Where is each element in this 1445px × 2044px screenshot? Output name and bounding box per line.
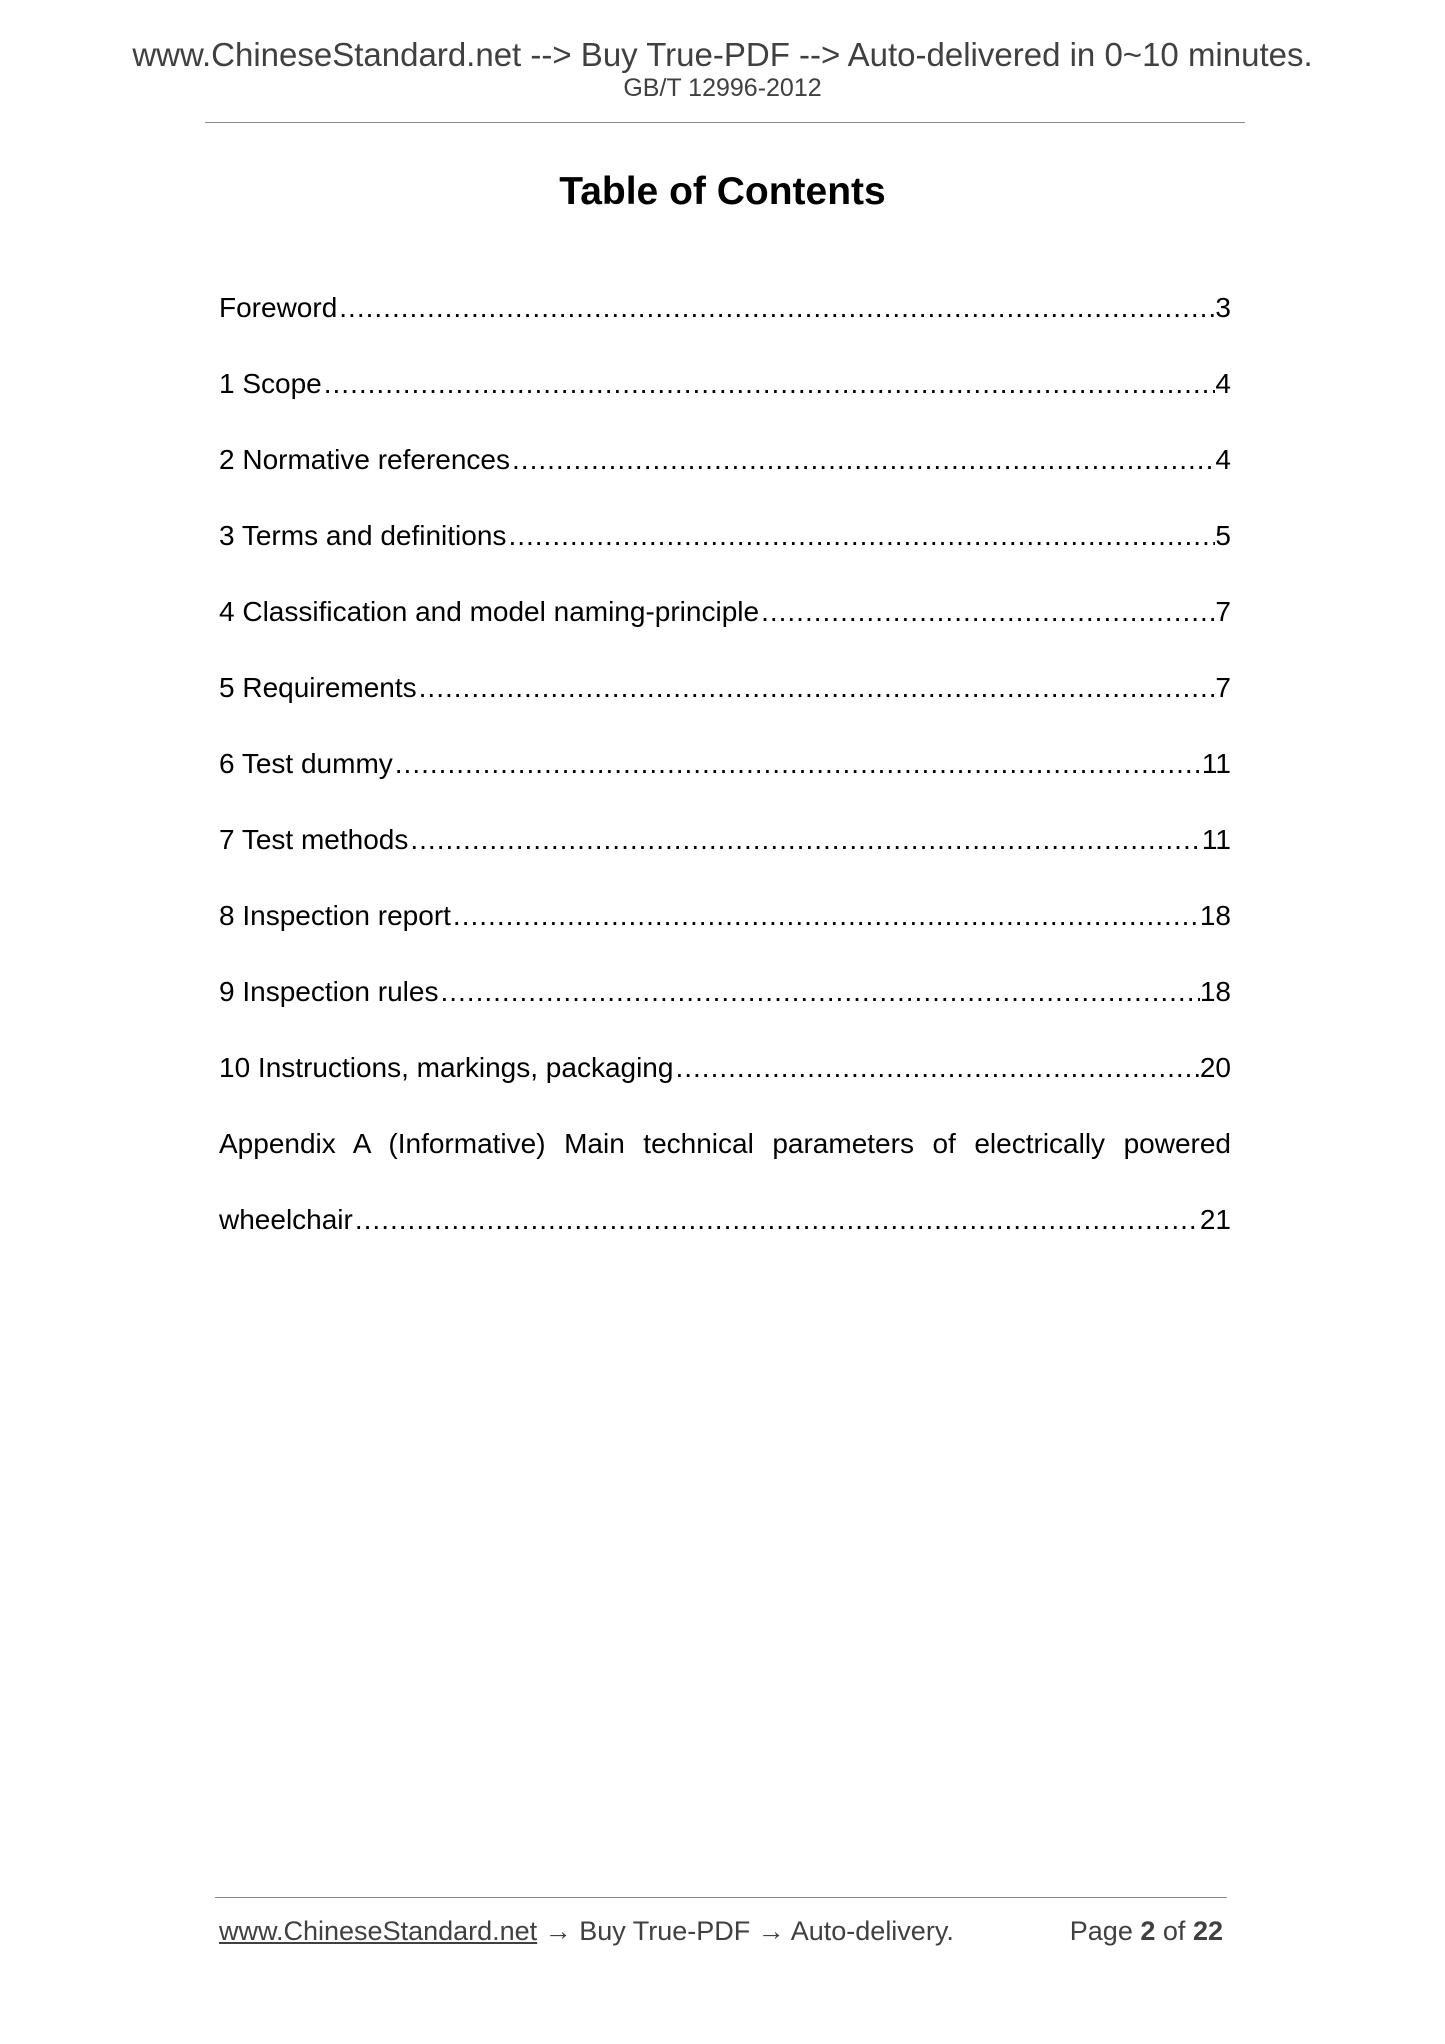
page-number (1070, 1918, 1223, 1945)
toc-entry-label: wheelchair (219, 1204, 353, 1235)
toc-entry-label: 10 Instructions, markings, packaging (219, 1052, 674, 1083)
toc-entry-appendix-a-line1[interactable] (219, 1126, 1231, 1202)
toc-entry-foreword[interactable] (219, 290, 1231, 366)
toc-entry-normative-references[interactable] (219, 442, 1231, 518)
page-word: Page (1069, 1916, 1133, 1946)
of-word: of (1162, 1916, 1186, 1946)
toc-entry-label: 8 Inspection report (219, 900, 451, 931)
toc-entry-inspection-rules[interactable] (219, 974, 1231, 1050)
footer-site-link[interactable]: www.ChineseStandard.net (219, 1916, 538, 1946)
dot-leader (673, 1050, 1199, 1086)
toc-entry-label: 2 Normative references (219, 444, 511, 475)
toc-entry-page: 4 (1215, 444, 1231, 475)
dot-leader (337, 290, 1215, 326)
toc-entry-page: 4 (1215, 368, 1231, 399)
current-page: 2 (1140, 1916, 1156, 1946)
standard-code: GB/T 12996-2012 (623, 74, 822, 102)
toc-entry-page: 5 (1215, 520, 1231, 551)
dot-leader (506, 518, 1215, 554)
toc-entry-terms-definitions[interactable] (219, 518, 1231, 594)
toc-entry-label: 3 Terms and definitions (219, 520, 507, 551)
toc-entry-classification[interactable] (219, 594, 1231, 670)
toc-entry-label: Appendix A (Informative) Main technical parameters of electrically powered (219, 1128, 1231, 1159)
dot-leader (393, 746, 1202, 782)
footer-tagline: → Buy True-PDF → Auto-delivery. (537, 1916, 954, 1946)
toc-entry-label: 5 Requirements (219, 672, 417, 703)
toc-entry-label: 1 Scope (219, 368, 322, 399)
toc-entry-page: 7 (1215, 596, 1231, 627)
toc-entry-label: 6 Test dummy (219, 748, 393, 779)
toc-entry-page: 11 (1201, 748, 1231, 779)
toc-entry-page: 21 (1199, 1204, 1231, 1235)
toc-entry-scope[interactable] (219, 366, 1231, 442)
footer-left (219, 1918, 954, 1945)
toc-entry-page: 7 (1215, 672, 1231, 703)
total-pages: 22 (1192, 1916, 1223, 1946)
toc-entry-page: 20 (1199, 1052, 1231, 1083)
toc-entry-instructions[interactable] (219, 1050, 1231, 1126)
table-of-contents (219, 290, 1231, 1278)
toc-entry-page: 3 (1215, 292, 1231, 323)
footer-divider (215, 1897, 1227, 1898)
dot-leader (759, 594, 1215, 630)
page-title: Table of Contents (559, 170, 886, 213)
dot-leader (451, 898, 1200, 934)
dot-leader (322, 366, 1216, 402)
toc-entry-test-methods[interactable] (219, 822, 1231, 898)
toc-entry-requirements[interactable] (219, 670, 1231, 746)
dot-leader (353, 1202, 1200, 1238)
toc-entry-page: 18 (1199, 900, 1231, 931)
toc-entry-test-dummy[interactable] (219, 746, 1231, 822)
toc-entry-label: 4 Classification and model naming-principle (219, 596, 760, 627)
page-footer (219, 1918, 1223, 1945)
top-banner: www.ChineseStandard.net --> Buy True-PDF --> Auto-delivered in 0~10 minutes. (132, 36, 1313, 73)
dot-leader (417, 670, 1216, 706)
dot-leader (438, 974, 1199, 1010)
toc-entry-appendix-a-line2[interactable] (219, 1202, 1231, 1278)
toc-entry-inspection-report[interactable] (219, 898, 1231, 974)
toc-entry-label: 7 Test methods (219, 824, 409, 855)
toc-entry-page: 11 (1201, 824, 1231, 855)
dot-leader (510, 442, 1215, 478)
toc-entry-label: Foreword (219, 292, 338, 323)
toc-entry-page: 18 (1199, 976, 1231, 1007)
dot-leader (408, 822, 1202, 858)
toc-entry-label: 9 Inspection rules (219, 976, 439, 1007)
header-divider (205, 122, 1245, 123)
